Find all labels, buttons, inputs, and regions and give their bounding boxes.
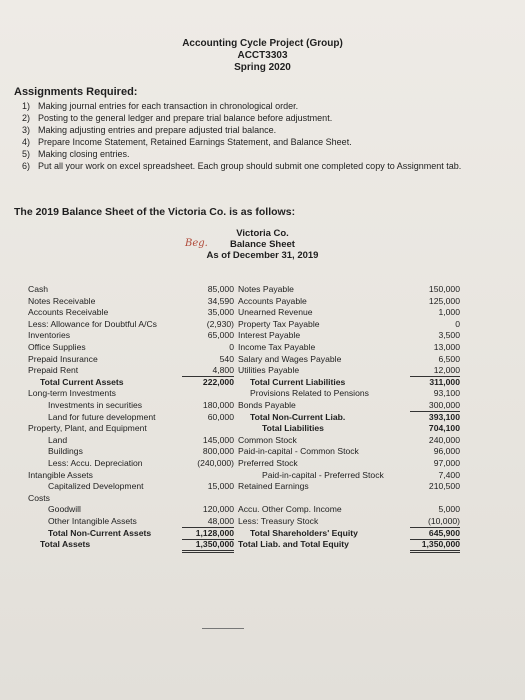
liability-equity-label: Salary and Wages Payable [238, 353, 342, 364]
liability-equity-label: Interest Payable [238, 330, 301, 341]
balance-sheet-row [0, 342, 525, 353]
assignment-text: Posting to the general ledger and prepare trial balance before adjustment. [38, 113, 333, 123]
asset-value: 35,000 [207, 307, 234, 318]
liability-equity-label: Property Tax Payable [238, 318, 320, 329]
asset-value: 65,000 [207, 330, 234, 341]
balance-sheet-row [0, 516, 525, 527]
assignment-item [22, 124, 462, 136]
asset-value: 60,000 [207, 411, 234, 422]
liability-equity-value: 93,100 [433, 388, 460, 399]
liability-equity-value: 645,900 [410, 528, 460, 540]
asset-value: 1,350,000 [182, 539, 234, 553]
asset-label: Office Supplies [28, 342, 86, 352]
assignments-title: Assignments Required: [14, 86, 138, 98]
liability-equity-label: Bonds Payable [238, 400, 296, 410]
asset-label: Intangible Assets [28, 469, 93, 480]
liability-equity-value: 240,000 [428, 434, 460, 445]
balance-sheet-intro: The 2019 Balance Sheet of the Victoria Co. is as follows: [14, 206, 296, 218]
asset-label: Long-term Investments [28, 388, 116, 399]
asset-label: Investments in securities [48, 400, 143, 410]
balance-sheet-row [0, 284, 525, 295]
handwritten-note: Beg. [185, 238, 208, 249]
liability-equity-label: Paid-in-capital - Preferred Stock [262, 469, 384, 480]
header-course-code: ACCT3303 [237, 50, 288, 61]
header-term: Spring 2020 [234, 62, 291, 73]
liability-equity-label: Paid-in-capital - Common Stock [238, 446, 359, 457]
asset-value: 4,800 [182, 365, 234, 377]
assignment-item [22, 136, 462, 148]
balance-sheet-row [0, 330, 525, 341]
company-name: Victoria Co. [236, 228, 289, 239]
assignments-list [22, 100, 462, 172]
balance-sheet-row [0, 493, 525, 504]
asset-value: 34,590 [207, 295, 234, 306]
balance-sheet-row [0, 377, 525, 388]
liability-equity-value: 13,000 [433, 342, 460, 352]
asset-value: 85,000 [207, 284, 234, 294]
liability-equity-label: Accounts Payable [238, 295, 307, 306]
liability-equity-label: Unearned Revenue [238, 307, 313, 318]
liability-equity-label: Total Non-Current Liab. [250, 411, 346, 422]
balance-sheet-row [0, 539, 525, 550]
liability-equity-value: 7,400 [438, 469, 460, 480]
assignment-item [22, 148, 462, 160]
assignment-number: 5) [22, 149, 31, 159]
balance-sheet-row [0, 307, 525, 318]
asset-label: Costs [28, 492, 50, 503]
liability-equity-label: Provisions Related to Pensions [250, 388, 369, 399]
assignment-text: Put all your work on excel spreadsheet. Each group should submit one completed copy to Assignment tab. [38, 161, 462, 171]
balance-sheet-row [0, 296, 525, 307]
asset-value: (2,930) [206, 318, 234, 329]
asset-value: 145,000 [202, 434, 234, 445]
liability-equity-label: Preferred Stock [238, 458, 298, 468]
assignment-item [22, 160, 462, 172]
balance-sheet-row [0, 446, 525, 457]
asset-value: 1,128,000 [182, 528, 234, 540]
asset-label: Accounts Receivable [28, 307, 109, 318]
balance-sheet-row [0, 481, 525, 492]
asset-label: Total Assets [40, 539, 91, 550]
asset-value: 120,000 [202, 504, 234, 515]
asset-label: Total Non-Current Assets [48, 527, 152, 538]
liability-equity-value: 96,000 [433, 446, 460, 457]
balance-sheet-row [0, 319, 525, 330]
liability-equity-value: 5,000 [438, 504, 460, 515]
liability-equity-label: Retained Earnings [238, 481, 309, 492]
balance-sheet-row [0, 412, 525, 423]
assignment-text: Making journal entries for each transaction in chronological order. [38, 101, 299, 111]
liability-equity-value: 6,500 [438, 353, 460, 364]
assignment-number: 1) [22, 101, 31, 111]
liability-equity-label: Notes Payable [238, 284, 294, 294]
header-course-title: Accounting Cycle Project (Group) [182, 38, 343, 49]
asset-label: Total Current Assets [40, 376, 124, 387]
asset-value: 48,000 [182, 516, 234, 528]
statement-name: Balance Sheet [230, 239, 295, 250]
balance-sheet-table [0, 284, 525, 604]
assignment-number: 2) [22, 113, 31, 123]
balance-sheet-row [0, 400, 525, 411]
asset-label: Goodwill [48, 504, 81, 515]
balance-sheet-row [0, 423, 525, 434]
liability-equity-value: 3,500 [438, 330, 460, 341]
balance-sheet-row [0, 470, 525, 481]
liability-equity-value: (10,000) [410, 516, 460, 528]
liability-equity-value: 125,000 [428, 295, 460, 306]
liability-equity-value: 393,100 [428, 411, 460, 422]
balance-sheet-row [0, 388, 525, 399]
asset-label: Land for future development [48, 411, 156, 422]
assignment-text: Making closing entries. [38, 149, 130, 159]
liability-equity-value: 0 [455, 318, 460, 329]
asset-label: Inventories [28, 330, 71, 341]
liability-equity-label: Common Stock [238, 434, 297, 445]
balance-sheet-row [0, 354, 525, 365]
asset-value: 180,000 [202, 400, 234, 410]
asset-value: 15,000 [207, 481, 234, 492]
assignment-text: Prepare Income Statement, Retained Earnings Statement, and Balance Sheet. [38, 137, 352, 147]
asset-label: Prepaid Rent [28, 365, 79, 376]
liability-equity-label: Less: Treasury Stock [238, 516, 319, 526]
asset-label: Capitalized Development [48, 481, 144, 492]
liability-equity-value: 1,350,000 [410, 539, 460, 553]
assignment-number: 6) [22, 161, 31, 171]
liability-equity-value: 150,000 [428, 284, 460, 294]
balance-sheet-row [0, 365, 525, 376]
asset-label: Land [48, 434, 68, 445]
balance-sheet-row [0, 504, 525, 515]
liability-equity-value: 97,000 [433, 458, 460, 468]
document-header [0, 38, 525, 74]
liability-equity-label: Accu. Other Comp. Income [238, 504, 342, 515]
asset-label: Buildings [48, 446, 83, 457]
balance-sheet-row [0, 435, 525, 446]
liability-equity-label: Income Tax Payable [238, 342, 316, 352]
asset-label: Cash [28, 284, 49, 294]
company-heading [0, 228, 525, 261]
asset-value: 0 [229, 342, 234, 352]
asset-label: Notes Receivable [28, 295, 96, 306]
liability-equity-value: 704,100 [428, 423, 460, 434]
liability-equity-value: 210,500 [428, 481, 460, 492]
assignment-item [22, 112, 462, 124]
assignment-text: Making adjusting entries and prepare adjusted trial balance. [38, 125, 277, 135]
balance-sheet-row [0, 528, 525, 539]
asset-label: Other Intangible Assets [48, 516, 137, 526]
asset-value: (240,000) [197, 458, 234, 468]
liability-equity-value: 300,000 [410, 400, 460, 412]
liability-equity-value: 1,000 [438, 307, 460, 318]
liability-equity-label: Total Liab. and Total Equity [238, 539, 349, 550]
asset-value: 540 [219, 353, 234, 364]
assignment-item [22, 100, 462, 112]
balance-sheet-row [0, 458, 525, 469]
bottom-pen-mark [202, 628, 244, 629]
liability-equity-value: 12,000 [410, 365, 460, 377]
assignment-number: 4) [22, 137, 31, 147]
assignment-number: 3) [22, 125, 31, 135]
asset-value: 800,000 [202, 446, 234, 457]
asset-value: 222,000 [202, 376, 234, 387]
statement-date: As of December 31, 2019 [206, 250, 319, 261]
liability-equity-label: Total Liabilities [262, 423, 324, 434]
liability-equity-label: Total Current Liabilities [250, 376, 346, 387]
liability-equity-label: Utilities Payable [238, 365, 300, 376]
liability-equity-value: 311,000 [429, 376, 460, 387]
asset-label: Less: Accu. Depreciation [48, 458, 143, 468]
liability-equity-label: Total Shareholders' Equity [250, 527, 358, 538]
asset-label: Property, Plant, and Equipment [28, 423, 147, 434]
asset-label: Prepaid Insurance [28, 353, 98, 364]
asset-label: Less: Allowance for Doubtful A/Cs [28, 318, 157, 329]
